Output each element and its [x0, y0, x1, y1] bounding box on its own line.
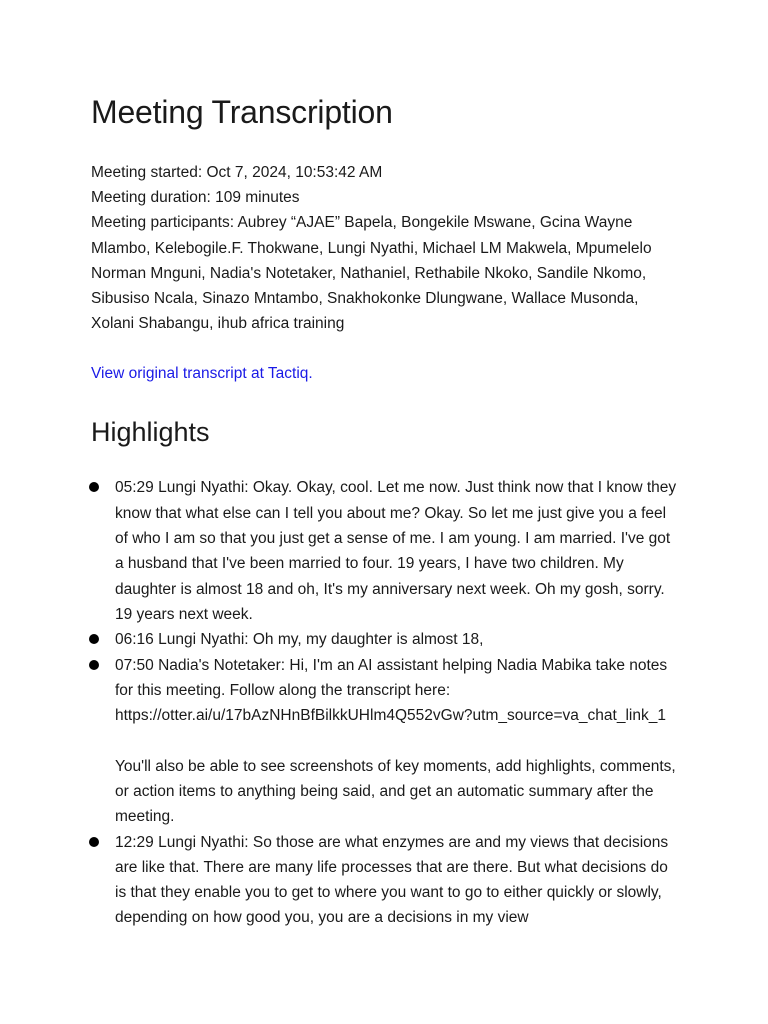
- highlight-item: [91, 627, 681, 652]
- meeting-meta: [91, 160, 681, 336]
- meeting-started: Meeting started: Oct 7, 2024, 10:53:42 AM: [91, 164, 383, 181]
- highlight-text: 06:16 Lungi Nyathi: Oh my, my daughter is almost 18,: [115, 631, 484, 649]
- highlight-item: [91, 653, 681, 830]
- highlight-text: 07:50 Nadia's Notetaker: Hi, I'm an AI assistant helping Nadia Mabika take notes for this meeting. Follow along the transcript here: https://otter.ai/u/17bAzNHnBfBilkkUHlm4Q552vGw?utm_source=va_chat_link_1: [115, 656, 668, 725]
- paragraph-gap: [115, 728, 681, 753]
- highlight-item: [91, 475, 681, 627]
- highlights-heading: Highlights: [91, 417, 210, 448]
- highlight-text: 12:29 Lungi Nyathi: So those are what enzymes are and my views that decisions are like that. There are many life processes that are there. But what decisions do is that they enable you to get to where you want to go to either quickly or slowly, depending on how good you, you are a decisions in my view: [115, 833, 669, 927]
- highlight-text-continued: You'll also be able to see screenshots of key moments, add highlights, comments, or action items to anything being said, and get an automatic summary after the meeting.: [115, 757, 676, 826]
- highlight-item: [91, 830, 681, 931]
- bullet-icon: [89, 837, 99, 847]
- meeting-duration: Meeting duration: 109 minutes: [91, 189, 300, 207]
- highlight-text: 05:29 Lungi Nyathi: Okay. Okay, cool. Let me now. Just think now that I know they know that what else can I tell you about me? Okay. So let me just give you a feel of who I am so that you just get a sense of me. I am young. I am married. I've got a husband that I've been married to four. 19 years, I have two children. My daughter is almost 18 and oh, It's my anniversary next week. Oh my gosh, sorry. 19 years next week.: [115, 479, 677, 623]
- highlights-list: [91, 475, 681, 930]
- bullet-icon: [89, 634, 99, 644]
- document-page: [91, 92, 681, 931]
- bullet-icon: [89, 660, 99, 670]
- view-transcript-link[interactable]: View original transcript at Tactiq.: [91, 365, 313, 383]
- meeting-participants: Meeting participants: Aubrey “AJAE” Bapela, Bongekile Mswane, Gcina Wayne Mlambo, Kelebogile.F. Thokwane, Lungi Nyathi, Michael LM Makwela, Mpumelelo Norman Mnguni, Nadia's Notetaker, Nathaniel, Rethabile Nkoko, Sandile Nkomo, Sibusiso Ncala, Sinazo Mntambo, Snakhokonke Dlungwane, Wallace Musonda, Xolani Shabangu, ihub africa training: [91, 214, 652, 333]
- page-title: Meeting Transcription: [91, 94, 393, 130]
- bullet-icon: [89, 482, 99, 492]
